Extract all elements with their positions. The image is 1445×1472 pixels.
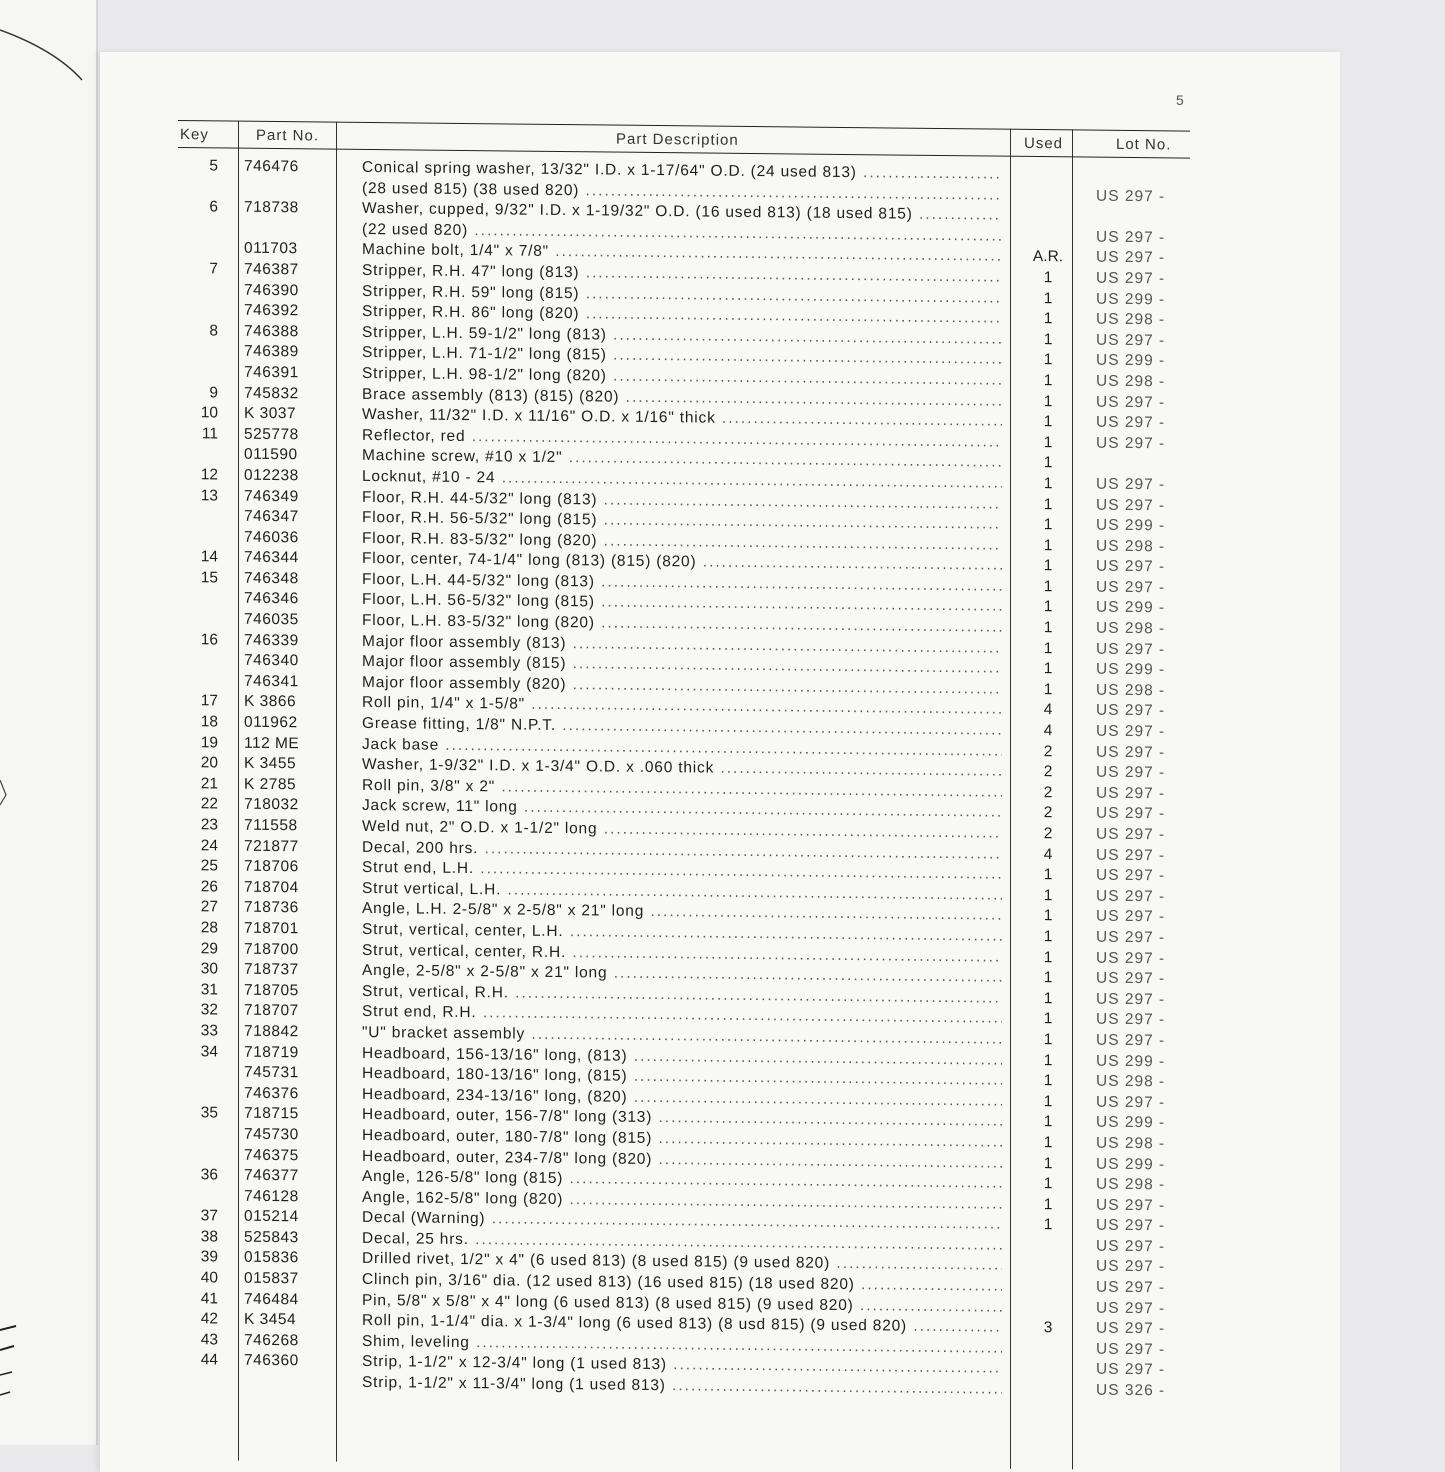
row-lot-no: US 297 -: [1096, 846, 1165, 865]
row-key: 17: [178, 692, 218, 710]
row-lot-no: US 297 -: [1096, 393, 1165, 412]
row-used: 1: [1028, 1010, 1068, 1028]
row-description: (22 used 820) .....: [362, 221, 1002, 246]
row-used: 4: [1028, 845, 1068, 863]
row-used: 1: [1028, 640, 1068, 658]
row-used: 4: [1028, 701, 1068, 719]
row-description: Major floor assembly (820) .....: [362, 674, 1002, 699]
row-part-no: K 3037: [244, 405, 296, 424]
row-used: 2: [1028, 763, 1068, 781]
row-used: 1: [1028, 289, 1068, 307]
row-part-no: 015837: [244, 1270, 299, 1289]
row-lot-no: US 297 -: [1096, 929, 1165, 948]
row-lot-no: US 297 -: [1096, 331, 1165, 350]
row-description: Floor, center, 74-1/4" long (813) (815) (820) .....: [362, 550, 1002, 575]
row-part-no: 746476: [244, 158, 299, 177]
row-description: Floor, R.H. 83-5/32" long (820) .....: [362, 530, 1002, 555]
row-lot-no: US 297 -: [1096, 187, 1165, 206]
row-description: Roll pin, 3/8" x 2" .....: [362, 777, 1002, 802]
row-part-no: 746348: [244, 570, 299, 589]
row-used: 1: [1028, 1072, 1068, 1090]
row-description: Headboard, outer, 156-7/8" long (313) .....: [362, 1106, 1002, 1131]
row-lot-no: US 297 -: [1096, 414, 1165, 433]
row-part-no: 011590: [244, 446, 298, 465]
row-description: Strip, 1-1/2" x 12-3/4" long (1 used 813) .....: [362, 1353, 1002, 1378]
row-used: 1: [1028, 1134, 1068, 1152]
row-part-no: 015836: [244, 1249, 299, 1268]
row-used: 1: [1028, 1051, 1068, 1069]
page-number: 5: [1176, 92, 1184, 108]
row-lot-no: US 297 -: [1096, 805, 1165, 824]
row-lot-no: US 297 -: [1096, 249, 1165, 268]
row-description: Floor, L.H. 83-5/32" long (820) .....: [362, 612, 1002, 637]
row-part-no: 746349: [244, 487, 299, 506]
row-description: Roll pin, 1-1/4" dia. x 1-3/4" long (6 used 813) (8 usd 815) (9 used 820) .....: [362, 1312, 1002, 1337]
row-used: 1: [1028, 1216, 1068, 1234]
row-lot-no: US 297 -: [1096, 1361, 1165, 1380]
row-lot-no: US 297 -: [1096, 702, 1165, 721]
row-lot-no: US 297 -: [1096, 270, 1165, 289]
row-lot-no: US 297 -: [1096, 1279, 1165, 1298]
row-description: Locknut, #10 - 24 .....: [362, 468, 1002, 493]
row-part-no: 746035: [244, 611, 299, 630]
row-key: 40: [178, 1269, 218, 1287]
row-used: 1: [1028, 1113, 1068, 1131]
row-description: Reflector, red .....: [362, 427, 1002, 452]
row-description: Strut vertical, L.H. .....: [362, 880, 1002, 905]
row-lot-no: US 326 -: [1096, 1382, 1165, 1401]
row-part-no: 718737: [244, 961, 299, 980]
row-lot-no: US 297 -: [1096, 1340, 1165, 1359]
row-part-no: 011962: [244, 714, 298, 733]
row-lot-no: US 297 -: [1096, 1299, 1165, 1318]
row-lot-no: US 297 -: [1096, 949, 1165, 968]
row-used: 4: [1028, 722, 1068, 740]
row-lot-no: US 297 -: [1096, 1237, 1165, 1256]
row-description: Headboard, outer, 180-7/8" long (815) .....: [362, 1127, 1002, 1152]
row-used: 1: [1028, 516, 1068, 534]
row-used: 1: [1028, 1154, 1068, 1172]
row-lot-no: US 297 -: [1096, 640, 1165, 659]
row-key: 20: [178, 754, 218, 772]
row-key: 9: [178, 384, 218, 402]
row-lot-no: US 297 -: [1096, 764, 1165, 783]
row-used: 1: [1028, 351, 1068, 369]
row-part-no: 746346: [244, 590, 299, 609]
row-description: Stripper, R.H. 59" long (815) .....: [362, 282, 1002, 307]
row-key: 6: [178, 198, 218, 216]
row-part-no: 718842: [244, 1023, 299, 1042]
row-part-no: 718707: [244, 1002, 299, 1021]
row-description: (28 used 815) (38 used 820) .....: [362, 180, 1002, 205]
row-description: Pin, 5/8" x 5/8" x 4" long (6 used 813) (8 used 815) (9 used 820) .....: [362, 1292, 1002, 1317]
row-description: Washer, cupped, 9/32" I.D. x 1-19/32" O.D. (16 used 813) (18 used 815) .....: [362, 200, 1002, 225]
left-page-edge: [0, 0, 98, 1445]
row-key: 14: [178, 548, 218, 566]
row-lot-no: US 297 -: [1096, 970, 1165, 989]
row-key: 11: [178, 425, 218, 443]
row-part-no: 718704: [244, 878, 299, 897]
row-part-no: 718738: [244, 199, 299, 218]
row-key: 44: [178, 1351, 218, 1369]
row-part-no: 718705: [244, 981, 299, 1000]
row-part-no: 015214: [244, 1208, 299, 1227]
row-description: Angle, 2-5/8" x 2-5/8" x 21" long .....: [362, 962, 1002, 987]
row-used: 1: [1028, 866, 1068, 884]
row-part-no: 721877: [244, 837, 299, 856]
row-part-no: 746377: [244, 1167, 299, 1186]
row-part-no: 746360: [244, 1352, 299, 1371]
row-part-no: 746387: [244, 261, 299, 280]
row-part-no: 746390: [244, 281, 299, 300]
row-key: 37: [178, 1207, 218, 1225]
row-used: 2: [1028, 825, 1068, 843]
row-used: 1: [1028, 948, 1068, 966]
row-key: 26: [178, 878, 218, 896]
row-used: 2: [1028, 784, 1068, 802]
row-description: Machine screw, #10 x 1/2" .....: [362, 447, 1002, 472]
row-part-no: 525843: [244, 1229, 299, 1248]
row-used: 1: [1028, 1093, 1068, 1111]
row-key: 34: [178, 1043, 218, 1061]
row-key: 32: [178, 1001, 218, 1019]
row-lot-no: US 297 -: [1096, 558, 1165, 577]
header-part-no: Part No.: [256, 127, 319, 145]
row-description: Strut end, R.H. .....: [362, 1003, 1002, 1028]
row-lot-no: US 297 -: [1096, 784, 1165, 803]
row-used: A.R.: [1028, 248, 1068, 266]
row-part-no: 718706: [244, 858, 299, 877]
row-used: 1: [1028, 372, 1068, 390]
row-lot-no: US 298 -: [1096, 620, 1165, 639]
row-used: 1: [1028, 454, 1068, 472]
row-description: Stripper, L.H. 98-1/2" long (820) .....: [362, 365, 1002, 390]
row-description: Decal, 200 hrs. .....: [362, 839, 1002, 864]
row-used: 1: [1028, 1031, 1068, 1049]
row-part-no: 746375: [244, 1146, 299, 1165]
row-part-no: 718701: [244, 920, 299, 939]
row-description: Strut, vertical, R.H. .....: [362, 983, 1002, 1008]
row-part-no: 711558: [244, 817, 298, 836]
row-part-no: 746376: [244, 1084, 299, 1103]
row-used: 1: [1028, 907, 1068, 925]
row-part-no: 718719: [244, 1043, 299, 1062]
row-lot-no: US 297 -: [1096, 723, 1165, 742]
row-key: 18: [178, 713, 218, 731]
row-description: Headboard, outer, 234-7/8" long (820) .....: [362, 1147, 1002, 1172]
row-lot-no: US 297 -: [1096, 743, 1165, 762]
row-key: 12: [178, 466, 218, 484]
row-part-no: 011703: [244, 240, 298, 259]
row-description: Jack base .....: [362, 736, 1002, 761]
row-lot-no: US 298 -: [1096, 537, 1165, 556]
row-key: 39: [178, 1248, 218, 1266]
row-used: 1: [1028, 413, 1068, 431]
row-key: 30: [178, 960, 218, 978]
row-used: 1: [1028, 537, 1068, 555]
row-description: Floor, R.H. 44-5/32" long (813) .....: [362, 488, 1002, 513]
row-key: 36: [178, 1166, 218, 1184]
row-part-no: 718032: [244, 796, 299, 815]
row-part-no: 718715: [244, 1105, 299, 1124]
row-used: 1: [1028, 969, 1068, 987]
row-used: 1: [1028, 619, 1068, 637]
row-key: 13: [178, 487, 218, 505]
row-used: 1: [1028, 578, 1068, 596]
row-lot-no: US 297 -: [1096, 228, 1165, 247]
row-description: Clinch pin, 3/16" dia. (12 used 813) (16 used 815) (18 used 820) .....: [362, 1271, 1002, 1296]
row-used: 1: [1028, 681, 1068, 699]
row-description: Grease fitting, 1/8" N.P.T. .....: [362, 715, 1002, 740]
row-description: Strut, vertical, center, L.H. .....: [362, 921, 1002, 946]
row-lot-no: US 298 -: [1096, 681, 1165, 700]
row-description: Angle, 162-5/8" long (820) .....: [362, 1189, 1002, 1214]
row-part-no: 746484: [244, 1290, 299, 1309]
table-body: [178, 148, 1190, 1402]
row-description: Strip, 1-1/2" x 11-3/4" long (1 used 813) .....: [362, 1374, 1002, 1399]
row-key: 5: [178, 157, 218, 175]
row-description: Floor, L.H. 44-5/32" long (813) .....: [362, 571, 1002, 596]
row-description: Roll pin, 1/4" x 1-5/8" .....: [362, 694, 1002, 719]
left-page-drawing: [0, 0, 96, 1445]
row-key: 15: [178, 569, 218, 587]
row-lot-no: US 297 -: [1096, 1196, 1165, 1215]
row-lot-no: US 297 -: [1096, 908, 1165, 927]
row-lot-no: US 297 -: [1096, 1011, 1165, 1030]
row-description: Angle, L.H. 2-5/8" x 2-5/8" x 21" long .....: [362, 900, 1002, 925]
row-key: 29: [178, 940, 218, 958]
row-key: 10: [178, 404, 218, 422]
row-part-no: 746341: [244, 673, 299, 692]
row-lot-no: US 297 -: [1096, 1093, 1165, 1112]
row-description: Major floor assembly (813) .....: [362, 633, 1002, 658]
row-used: 1: [1028, 475, 1068, 493]
row-lot-no: US 298 -: [1096, 311, 1165, 330]
row-used: 2: [1028, 743, 1068, 761]
row-part-no: K 3454: [244, 1311, 296, 1330]
row-part-no: 746340: [244, 652, 299, 671]
row-description: Strut, vertical, center, R.H. .....: [362, 941, 1002, 966]
row-description: Stripper, L.H. 59-1/2" long (813) .....: [362, 324, 1002, 349]
parts-table: [178, 120, 1190, 1402]
row-key: 33: [178, 1022, 218, 1040]
row-description: Floor, R.H. 56-5/32" long (815) .....: [362, 509, 1002, 534]
row-lot-no: US 299 -: [1096, 1114, 1165, 1133]
row-used: 1: [1028, 269, 1068, 287]
row-key: 21: [178, 775, 218, 793]
row-description: Washer, 1-9/32" I.D. x 1-3/4" O.D. x .060 thick .....: [362, 756, 1002, 781]
row-part-no: 746347: [244, 508, 299, 527]
row-used: 1: [1028, 495, 1068, 513]
row-lot-no: US 299 -: [1096, 352, 1165, 371]
row-description: Strut end, L.H. .....: [362, 859, 1002, 884]
row-used: 2: [1028, 804, 1068, 822]
row-lot-no: US 297 -: [1096, 887, 1165, 906]
row-part-no: 718736: [244, 899, 299, 918]
row-description: Stripper, R.H. 86" long (820) .....: [362, 303, 1002, 328]
row-lot-no: US 297 -: [1096, 867, 1165, 886]
row-part-no: 746392: [244, 302, 299, 321]
row-part-no: 012238: [244, 467, 299, 486]
row-used: 1: [1028, 310, 1068, 328]
row-used: 1: [1028, 1196, 1068, 1214]
row-description: "U" bracket assembly .....: [362, 1024, 1002, 1049]
row-part-no: 746388: [244, 322, 299, 341]
row-description: Machine bolt, 1/4" x 7/8" .....: [362, 241, 1002, 266]
row-key: 25: [178, 857, 218, 875]
row-part-no: K 2785: [244, 776, 296, 795]
row-lot-no: US 297 -: [1096, 826, 1165, 845]
row-lot-no: US 299 -: [1096, 1052, 1165, 1071]
row-key: 42: [178, 1310, 218, 1328]
row-description: Headboard, 234-13/16" long, (820) .....: [362, 1086, 1002, 1111]
header-lot-no: Lot No.: [1116, 136, 1171, 154]
row-key: 7: [178, 260, 218, 278]
row-key: 35: [178, 1104, 218, 1122]
row-part-no: 746036: [244, 528, 299, 547]
row-part-no: K 3866: [244, 693, 296, 712]
row-part-no: 112 ME: [244, 734, 299, 753]
row-part-no: 525778: [244, 425, 299, 444]
header-used: Used: [1024, 135, 1063, 152]
row-key: 43: [178, 1331, 218, 1349]
row-lot-no: US 297 -: [1096, 578, 1165, 597]
header-description: Part Description: [616, 131, 739, 149]
row-used: 1: [1028, 392, 1068, 410]
row-key: 28: [178, 919, 218, 937]
row-description: Jack screw, 11" long .....: [362, 797, 1002, 822]
row-key: 38: [178, 1228, 218, 1246]
row-used: 1: [1028, 598, 1068, 616]
row-part-no: 745832: [244, 384, 299, 403]
row-lot-no: US 297 -: [1096, 434, 1165, 453]
row-description: Decal, 25 hrs. .....: [362, 1230, 1002, 1255]
row-description: Conical spring washer, 13/32" I.D. x 1-17/64" O.D. (24 used 813) .....: [362, 159, 1002, 184]
row-description: Decal (Warning) .....: [362, 1209, 1002, 1234]
row-used: 1: [1028, 928, 1068, 946]
row-lot-no: US 298 -: [1096, 1176, 1165, 1195]
row-description: Washer, 11/32" I.D. x 11/16" O.D. x 1/16" thick .....: [362, 406, 1002, 431]
row-description: Floor, L.H. 56-5/32" long (815) .....: [362, 591, 1002, 616]
row-lot-no: US 297 -: [1096, 1217, 1165, 1236]
row-part-no: 746391: [244, 364, 299, 383]
row-part-no: 746339: [244, 631, 299, 650]
row-part-no: 746389: [244, 343, 299, 362]
header-key: Key: [180, 126, 209, 143]
row-used: 1: [1028, 990, 1068, 1008]
row-lot-no: US 297 -: [1096, 1320, 1165, 1339]
row-lot-no: US 298 -: [1096, 373, 1165, 392]
row-lot-no: US 299 -: [1096, 290, 1165, 309]
row-used: 1: [1028, 1175, 1068, 1193]
row-used: 3: [1028, 1319, 1068, 1337]
row-lot-no: US 299 -: [1096, 599, 1165, 618]
row-lot-no: US 298 -: [1096, 1073, 1165, 1092]
row-key: 24: [178, 837, 218, 855]
row-lot-no: US 299 -: [1096, 517, 1165, 536]
row-description: Brace assembly (813) (815) (820) .....: [362, 385, 1002, 410]
row-part-no: 746344: [244, 549, 299, 568]
row-part-no: 745731: [244, 1064, 299, 1083]
row-part-no: K 3455: [244, 755, 296, 774]
row-used: 1: [1028, 887, 1068, 905]
row-part-no: 746128: [244, 1187, 299, 1206]
row-part-no: 745730: [244, 1126, 299, 1145]
row-lot-no: US 297 -: [1096, 990, 1165, 1009]
row-description: Shim, leveling .....: [362, 1333, 1002, 1358]
row-key: 23: [178, 816, 218, 834]
row-key: 41: [178, 1290, 218, 1308]
row-description: Major floor assembly (815) .....: [362, 653, 1002, 678]
row-lot-no: US 297 -: [1096, 1032, 1165, 1051]
row-description: Headboard, 156-13/16" long, (813) .....: [362, 1044, 1002, 1069]
row-key: 27: [178, 898, 218, 916]
row-part-no: 718700: [244, 940, 299, 959]
row-key: 8: [178, 322, 218, 340]
row-key: 31: [178, 981, 218, 999]
row-used: 1: [1028, 434, 1068, 452]
row-description: Stripper, L.H. 71-1/2" long (815) .....: [362, 344, 1002, 369]
row-description: Stripper, R.H. 47" long (813) .....: [362, 262, 1002, 287]
row-lot-no: US 299 -: [1096, 661, 1165, 680]
row-description: Headboard, 180-13/16" long, (815) .....: [362, 1065, 1002, 1090]
row-part-no: 746268: [244, 1332, 299, 1351]
row-key: 22: [178, 795, 218, 813]
row-used: 1: [1028, 331, 1068, 349]
row-description: Drilled rivet, 1/2" x 4" (6 used 813) (8 used 815) (9 used 820) .....: [362, 1250, 1002, 1275]
row-lot-no: US 298 -: [1096, 1135, 1165, 1154]
row-description: Angle, 126-5/8" long (815) .....: [362, 1168, 1002, 1193]
row-used: 1: [1028, 557, 1068, 575]
row-key: 16: [178, 631, 218, 649]
row-key: 19: [178, 734, 218, 752]
row-lot-no: US 297 -: [1096, 496, 1165, 515]
row-lot-no: US 299 -: [1096, 1155, 1165, 1174]
row-lot-no: US 297 -: [1096, 1258, 1165, 1277]
row-description: Weld nut, 2" O.D. x 1-1/2" long .....: [362, 818, 1002, 843]
row-lot-no: US 297 -: [1096, 476, 1165, 495]
row-used: 1: [1028, 660, 1068, 678]
